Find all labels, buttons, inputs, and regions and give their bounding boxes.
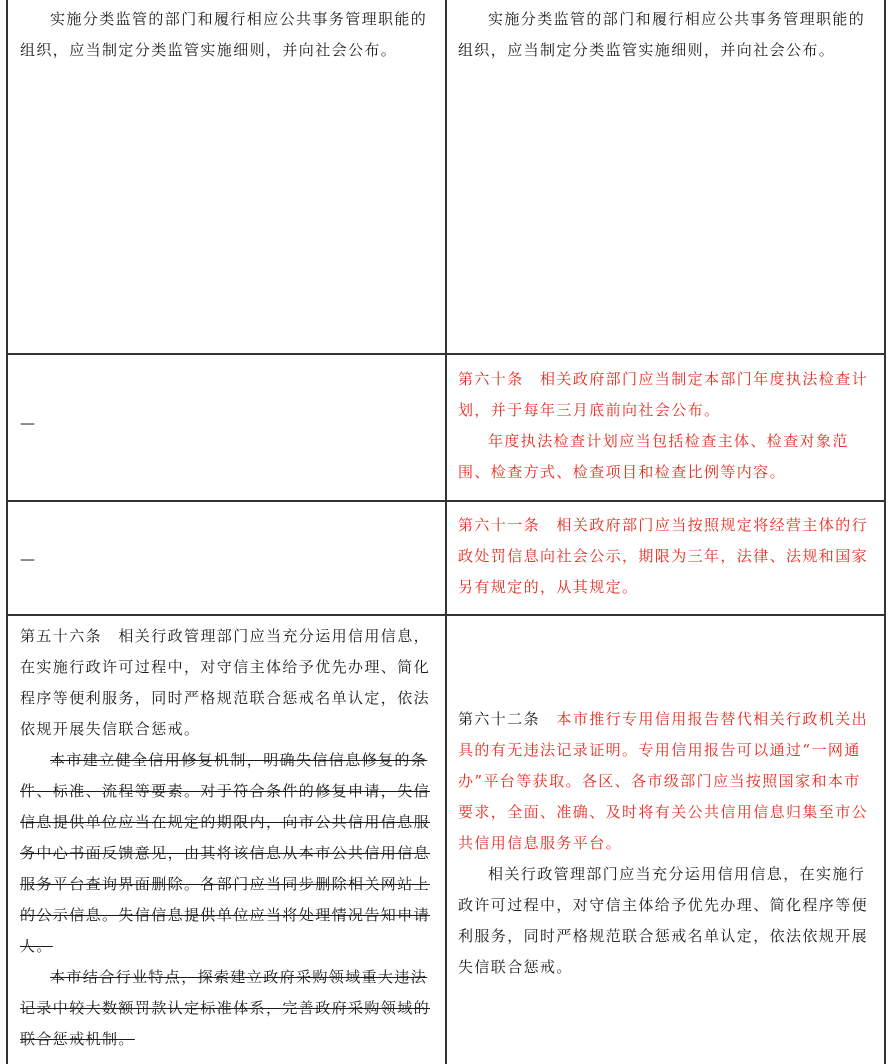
row2-right-cell <box>458 364 872 488</box>
row4-left-cell <box>20 621 434 1055</box>
row1-right-cell <box>458 4 872 66</box>
row4-right-cell <box>458 704 872 983</box>
row1-right-text: 实施分类监管的部门和履行相应公共事务管理职能的组织，应当制定分类监管实施细则，并向社会公布。 <box>458 10 866 59</box>
article-62-label: 第六十二条 <box>458 710 541 728</box>
row1-left-cell <box>20 4 434 66</box>
row3-right-cell <box>458 510 872 603</box>
row-divider-2 <box>6 500 886 502</box>
table-column-divider <box>445 0 447 1064</box>
article-60-text: 第六十条 相关政府部门应当制定本部门年度执法检查计划，并于每年三月底前向社会公布。 <box>458 370 869 419</box>
deleted-paragraph-procurement: 本市结合行业特点，探索建立政府采购领域重大违法记录中较大数额罚款认定标准体系，完善政府采购领域的联合惩戒机制。 <box>20 968 431 1048</box>
article-62-paragraph-2: 相关行政管理部门应当充分运用信用信息，在实施行政许可过程中，对守信主体给予优先办理、简化程序等便利服务，同时严格规范联合惩戒名单认定，依法依规开展失信联合惩戒。 <box>458 865 869 976</box>
table-border-right <box>884 0 886 1064</box>
row3-left-dash: — <box>20 550 37 568</box>
row2-left-cell <box>20 408 434 439</box>
table-border-left <box>6 0 8 1064</box>
deleted-paragraph-credit-repair: 本市建立健全信用修复机制，明确失信信息修复的条件、标准、流程等要素。对于符合条件的修复申请，失信信息提供单位应当在规定的期限内，向市公共信用信息服务中心书面反馈意见，由其将该信息从本市公共信用信息服务平台查询界面删除。各部门应当同步删除相关网站上的公示信息。失信信息提供单位应当将处理情况告知申请人。 <box>20 751 431 955</box>
row-divider-1 <box>6 353 886 355</box>
article-62-added-text: 本市推行专用信用报告替代相关行政机关出具的有无违法记录证明。专用信用报告可以通过“一网通办”平台等获取。各区、各市级部门应当按照国家和本市要求，全面、准确、及时将有关公共信用信息归集至市公共信用信息服务平台。 <box>458 710 869 852</box>
row2-left-dash: — <box>20 414 37 432</box>
article-56-text: 第五十六条 相关行政管理部门应当充分运用信用信息，在实施行政许可过程中，对守信主体给予优先办理、简化程序等便利服务，同时严格规范联合惩戒名单认定，依法依规开展失信联合惩戒。 <box>20 627 431 738</box>
article-62-text <box>458 704 872 859</box>
row-divider-3 <box>6 614 886 616</box>
row1-left-text: 实施分类监管的部门和履行相应公共事务管理职能的组织，应当制定分类监管实施细则，并向社会公布。 <box>20 10 428 59</box>
row3-left-cell <box>20 544 434 575</box>
article-60-paragraph-2: 年度执法检查计划应当包括检查主体、检查对象范围、检查方式、检查项目和检查比例等内容。 <box>458 432 849 481</box>
article-61-text: 第六十一条 相关政府部门应当按照规定将经营主体的行政处罚信息向社会公示，期限为三年，法律、法规和国家另有规定的，从其规定。 <box>458 516 869 596</box>
